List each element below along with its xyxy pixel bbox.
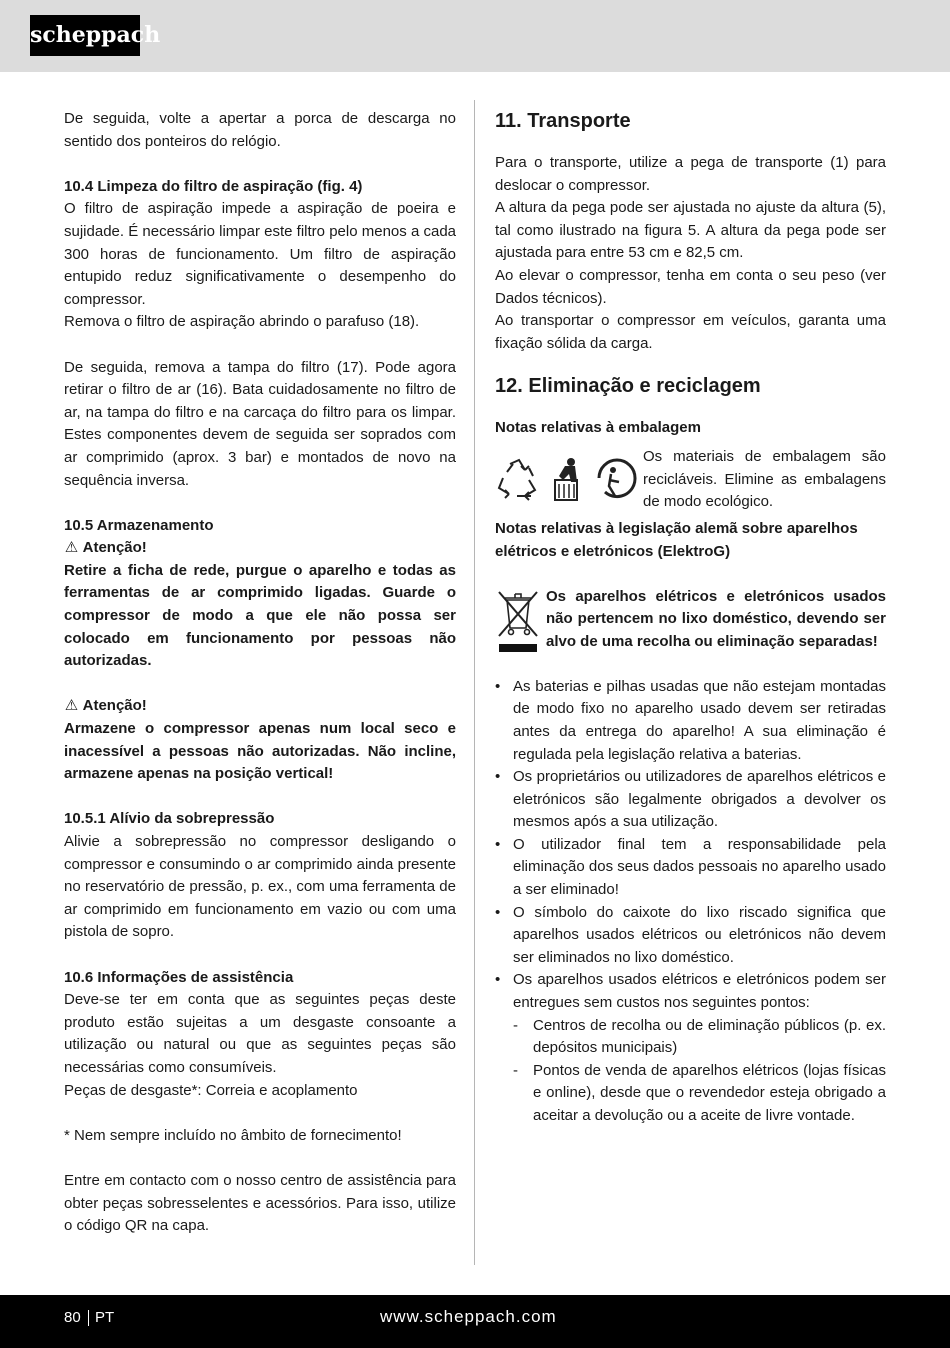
list-item: • O utilizador final tem a responsabilidade pela eliminação dos seus dados pessoais no aparelho usado a ser eliminado! [495,835,886,899]
section-10-5-1-title: 10.5.1 Alívio da sobrepressão [64,810,275,828]
paragraph-filter-clean: De seguida, remova a tampa do filtro (17). Pode agora retirar o filtro de ar (16). Bata cuidadosamente no filtro de ar, na tampa do filtro e na carcaça do filtro para os limpar. Estes componentes devem de seguida ser soprados com ar comprimido (aprox. 3 bar) e montados de novo na sequência inversa. [64,358,456,489]
list-item: • O símbolo do caixote do lixo riscado significa que aparelhos usados elétricos ou eletrónicos não devem ser eliminados no lixo doméstico. [495,903,886,966]
warning-text-2: Armazene o compressor apenas num local seco e inacessível a pessoas não autorizadas. Não incline, armazene apenas na posição vertical! [64,720,456,783]
section-10-4-title: 10.4 Limpeza do filtro de aspiração (fig. 4) [64,177,363,195]
crossed-bin-icon [495,588,541,654]
warning-triangle-icon: ⚠ [64,697,79,715]
section-12-title: 12. Eliminação e reciclagem [495,375,761,398]
sub-list-item: - Centros de recolha ou de eliminação públicos (p. ex. depósitos municipais) [513,1016,886,1057]
paragraph-drain-nut: De seguida, volte a apertar a porca de descarga no sentido dos ponteiros do relógio. [64,110,456,150]
recycle-arrows-icon [499,460,535,500]
paragraph-filter-intro: O filtro de aspiração impede a aspiração de poeira e sujidade. É necessário limpar este filtro pelo menos a cada 300 horas de funcionamento. Um filtro de aspiração entupido reduz significativamente o desempenho do compressor. [64,200,456,308]
paragraph-pressure-relief: Alivie a sobrepressão no compressor desligando o compressor e consumindo o ar comprimido ainda presente no reservatório de pressão, p. ex., com uma ferramenta de ar comprimido em funcionamento em vazio ou com uma pistola de sopro. [64,833,456,941]
website-link[interactable]: www.scheppach.com [380,1307,557,1326]
scheppach-logo: scheppach [30,15,140,56]
footer-separator [88,1310,89,1326]
paragraph-service-contact: Entre em contacto com o nosso centro de assistência para obter peças sobresselentes e acessórios. Para isso, utilize o código QR na capa. [64,1171,456,1235]
list-item: • Os proprietários ou utilizadores de aparelhos elétricos e eletrónicos são legalmente obrigados a devolver os mesmos após a sua utilização. [495,768,886,831]
footnote-supply: * Nem sempre incluído no âmbito de fornecimento! [64,1126,402,1144]
elektrog-title: Notas relativas à legislação alemã sobre aparelhos elétricos e eletrónicos (ElektroG) [495,519,858,560]
recycling-icons [495,456,637,502]
warning-triangle-icon: ⚠ [64,539,79,557]
recycle-person-icon [599,460,635,497]
sub-list-item: - Pontos de venda de aparelhos elétricos (lojas físicas e online), desde que o revendedor esteja obrigado a aceitar a devolução ou a aceite de livre vontade. [513,1061,886,1124]
disposal-list [495,676,886,1128]
right-column [495,108,886,1128]
section-10-6-title: 10.6 Informações de assistência [64,968,294,986]
paragraph-wear-parts: Peças de desgaste*: Correia e acoplamento [64,1081,358,1099]
trash-person-icon [555,458,577,500]
weee-warning-text: Os aparelhos elétricos e eletrónicos usados não pertencem no lixo doméstico, devendo ser alvo de uma recolha ou eliminação separadas! [546,587,886,650]
page-number: 80 [64,1309,81,1326]
packaging-notes-title: Notas relativas à embalagem [495,419,701,437]
paragraph-transport-handle: Para o transporte, utilize a pega de transporte (1) para deslocar o compressor. [495,154,886,194]
section-10-5-title: 10.5 Armazenamento [64,516,214,534]
footer-bar [0,1295,950,1348]
packaging-text: Os materiais de embalagem são recicláveis. Elimine as embalagens de modo ecológico. [643,447,886,511]
paragraph-lifting: Ao elevar o compressor, tenha em conta o seu peso (ver Dados técnicos). [495,266,886,307]
column-divider [474,100,475,1265]
list-item: • As baterias e pilhas usadas que não estejam montadas de modo fixo no aparelho usado devem ser retiradas antes da entrega do aparelho! A sua eliminação é regulada pela legislação relativa a baterias. [495,677,886,763]
paragraph-vehicle-transport: Ao transportar o compressor em veículos, garanta uma fixação sólida da carga. [495,312,886,352]
warning-label-2: ⚠ Atenção! [64,695,456,718]
header-bar [0,0,950,72]
section-11-title: 11. Transporte [495,110,631,132]
collection-points-list [513,1015,886,1128]
left-column [64,108,456,1238]
paragraph-handle-height: A altura da pega pode ser ajustada no ajuste da altura (5), tal como ilustrado na figura 5. A altura da pega pode ser ajustada para entre 53 cm e 82,5 cm. [495,199,886,262]
warning-label-1: ⚠ Atenção! [64,537,456,560]
paragraph-wear-parts-intro: Deve-se ter em conta que as seguintes peças deste produto estão sujeitas a um desgaste consoante a utilização ou natural ou que as seguintes peças são necessárias como consumíveis. [64,991,456,1076]
language-code: PT [95,1309,115,1326]
list-item: • Os aparelhos usados elétricos e eletrónicos podem ser entregues sem custos nos seguintes pontos: - Centros de recolha ou de eliminação públicos (p. ex. depósitos municipais) - Pontos de venda de aparelhos elétricos (lojas físicas e online), desde que o revendedor esteja obrigado a aceitar a devolução ou a aceite de livre vontade. [495,969,886,1127]
weee-block [495,586,886,676]
warning-text-1: Retire a ficha de rede, purgue o aparelho e todas as ferramentas de ar comprimido ligadas. Guarde o compressor de modo a que ele não possa ser colocado em funcionamento por pessoas não autorizadas. [64,561,456,670]
paragraph-filter-remove: Remova o filtro de aspiração abrindo o parafuso (18). [64,313,420,331]
packaging-block [495,447,886,518]
